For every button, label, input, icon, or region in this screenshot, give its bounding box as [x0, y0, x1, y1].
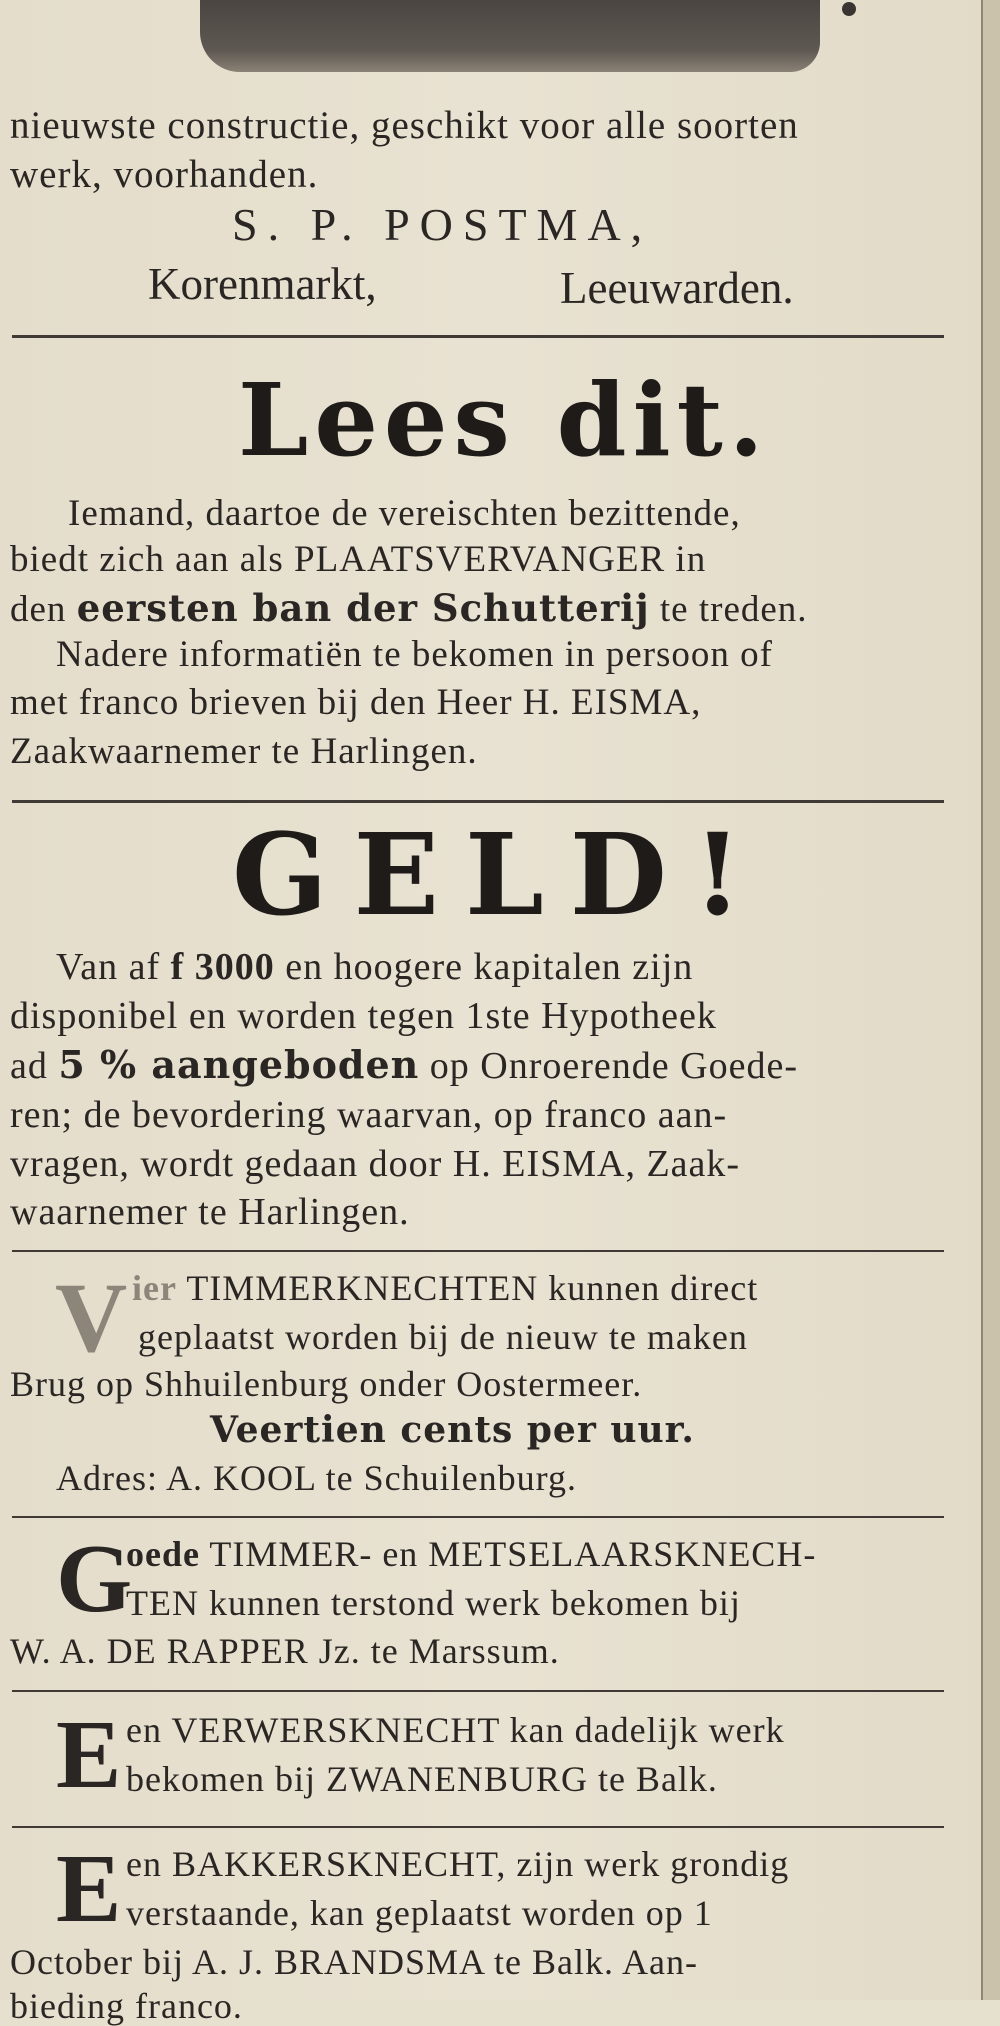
timmer-line-3: Brug op Shhuilenburg onder Oostermeer.: [10, 1364, 643, 1404]
timmer-line-1-rest: TIMMERKNECHTEN kunnen direct: [176, 1268, 759, 1308]
divider-3: [12, 1250, 944, 1252]
geld-line-1: [56, 948, 693, 986]
lees-line-3-pre: den: [10, 589, 77, 630]
lees-line-1: Iemand, daartoe de vereischten bezittende,: [68, 493, 741, 534]
lees-line-6: Zaakwaarnemer te Harlingen.: [10, 731, 478, 772]
bakker-line-3: October bij A. J. BRANDSMA te Balk. Aan-: [10, 1942, 698, 1982]
timmer-line-5: Adres: A. KOOL te Schuilenburg.: [56, 1458, 577, 1498]
lees-line-5: met franco brieven bij den Heer H. EISMA,: [10, 682, 702, 723]
timmer-line-1: [132, 1270, 758, 1306]
postma-street: Korenmarkt,: [148, 259, 377, 309]
goede-line-3: W. A. DE RAPPER Jz. te Marssum.: [10, 1631, 560, 1671]
geld-headline: GELD!: [232, 810, 769, 941]
goede-line-1-rest: TIMMER- en METSELAARSKNECH-: [199, 1534, 817, 1574]
timmer-line-2: geplaatst worden bij de nieuw te maken: [138, 1317, 748, 1357]
postma-name: S. P. POSTMA,: [232, 199, 653, 250]
page-edge: [981, 0, 1000, 2000]
bakker-line-1: en BAKKERSKNECHT, zijn werk grondig: [126, 1844, 790, 1884]
bakker-dropcap: E: [56, 1835, 122, 1943]
geld-line-6: waarnemer te Harlingen.: [10, 1191, 410, 1233]
engraving-illustration: [200, 0, 820, 72]
geld-line-3-post: op Onroerende Goede-: [419, 1045, 798, 1087]
verwer-line-2: bekomen bij ZWANENBURG te Balk.: [126, 1759, 718, 1799]
geld-line-3-bold: 5 % aangeboden: [58, 1042, 420, 1087]
verwer-line-1: en VERWERSKNECHT kan dadelijk werk: [126, 1710, 785, 1750]
lees-line-3-post: te treden.: [649, 589, 808, 630]
lees-line-3: [10, 586, 808, 630]
divider-6: [12, 1826, 944, 1828]
divider-2: [12, 800, 944, 803]
geld-line-3-pre: ad: [10, 1045, 59, 1087]
bakker-line-4: bieding franco.: [10, 1986, 243, 2026]
divider-1: [12, 335, 944, 338]
goede-dropcap: G: [56, 1525, 133, 1633]
timmer-line-4: Veertien cents per uur.: [210, 1409, 695, 1451]
postma-line-1: nieuwste constructie, geschikt voor alle soorten: [10, 104, 799, 147]
divider-5: [12, 1690, 944, 1692]
timmer-dropcap: V: [55, 1262, 128, 1373]
postma-line-2: werk, voorhanden.: [10, 153, 319, 196]
lees-line-2: biedt zich aan als PLAATSVERVANGER in: [10, 539, 707, 580]
verwer-dropcap: E: [56, 1701, 122, 1809]
divider-4: [12, 1516, 944, 1518]
geld-line-4: ren; de bevordering waarvan, op franco aan-: [10, 1094, 728, 1136]
geld-line-3: [10, 1042, 798, 1087]
geld-line-5: vragen, wordt gedaan door H. EISMA, Zaak-: [10, 1143, 741, 1185]
postma-city: Leeuwarden.: [560, 263, 794, 313]
timmer-line-1-lead: ier: [132, 1268, 177, 1308]
goede-line-2: TEN kunnen terstond werk bekomen bij: [126, 1583, 741, 1623]
geld-line-1-pre: Van af: [56, 946, 171, 988]
goede-line-1: [126, 1536, 816, 1572]
geld-line-1-post: en hoogere kapitalen zijn: [274, 946, 694, 988]
geld-line-1-bold: f 3000: [170, 946, 275, 988]
ink-dot: [842, 2, 856, 16]
lees-headline: Lees dit.: [238, 361, 770, 479]
geld-line-2: disponibel en worden tegen 1ste Hypotheek: [10, 995, 717, 1037]
bakker-line-2: verstaande, kan geplaatst worden op 1: [126, 1893, 713, 1933]
goede-line-1-lead: oede: [126, 1534, 200, 1574]
lees-line-3-bold: eersten ban der Schutterij: [76, 586, 650, 630]
lees-line-4: Nadere informatiën te bekomen in persoon of: [56, 634, 773, 675]
